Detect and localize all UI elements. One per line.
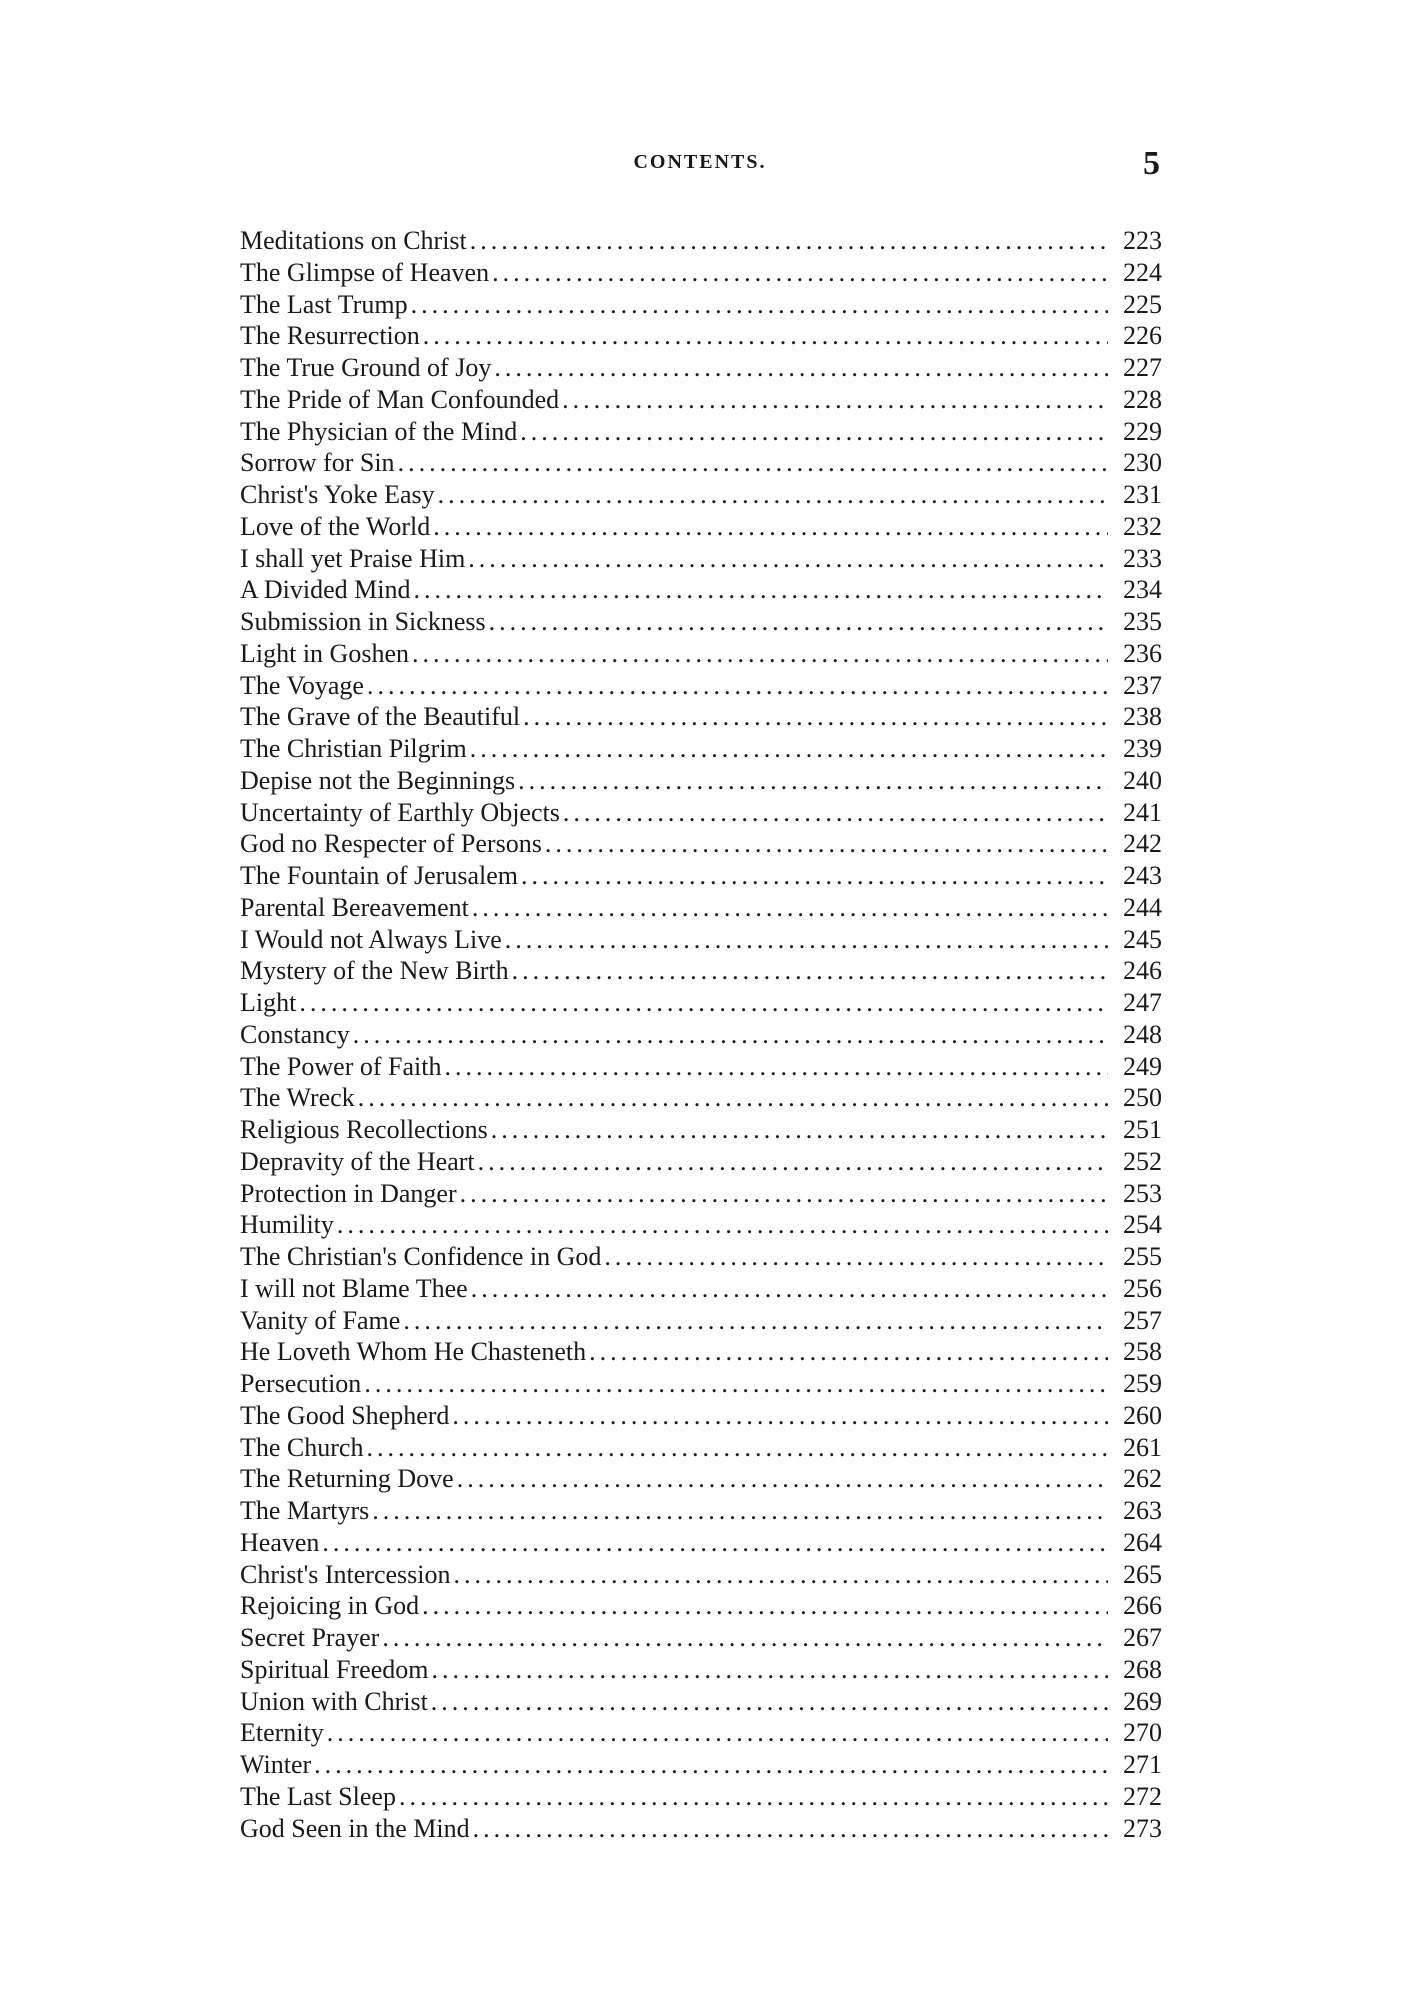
contents-entry — [240, 320, 1162, 352]
entry-title: A Divided Mind — [240, 575, 411, 605]
dot-leader — [299, 987, 1108, 1019]
dot-leader — [438, 479, 1108, 511]
contents-entry — [240, 1749, 1162, 1781]
dot-leader — [433, 511, 1108, 543]
dot-leader — [589, 1336, 1108, 1368]
entry-page-number: 270 — [1123, 1718, 1162, 1748]
dot-leader — [512, 955, 1108, 987]
dot-leader — [473, 1813, 1108, 1845]
contents-list — [240, 225, 1162, 1844]
page-title: CONTENTS. — [633, 151, 767, 173]
contents-entry — [240, 416, 1162, 448]
dot-leader — [353, 1019, 1108, 1051]
contents-entry — [240, 257, 1162, 289]
entry-page-number: 246 — [1123, 956, 1162, 986]
contents-entry — [240, 289, 1162, 321]
entry-title: Depravity of the Heart — [240, 1146, 475, 1176]
entry-title: I Would not Always Live — [240, 924, 502, 954]
dot-leader — [489, 606, 1108, 638]
entry-title: The Returning Dove — [240, 1464, 454, 1494]
entry-title: Union with Christ — [240, 1686, 428, 1716]
contents-entry — [240, 1813, 1162, 1845]
dot-leader — [505, 924, 1108, 956]
contents-entry — [240, 1114, 1162, 1146]
entry-page-number: 233 — [1123, 543, 1162, 573]
entry-page-number: 271 — [1123, 1750, 1162, 1779]
entry-page-number: 235 — [1123, 607, 1162, 636]
entry-page-number: 260 — [1123, 1400, 1162, 1430]
dot-leader — [382, 1622, 1108, 1654]
contents-entry — [240, 892, 1162, 924]
entry-title: I shall yet Praise Him — [240, 543, 466, 573]
dot-leader — [358, 1082, 1108, 1114]
entry-page-number: 254 — [1123, 1210, 1162, 1240]
entry-title: Spiritual Freedom — [240, 1654, 429, 1684]
entry-page-number: 229 — [1123, 416, 1162, 446]
dot-leader — [562, 384, 1108, 416]
entry-title: Rejoicing in God — [240, 1591, 420, 1621]
dot-leader — [337, 1209, 1108, 1241]
contents-entry — [240, 384, 1162, 416]
contents-entry — [240, 987, 1162, 1019]
entry-page-number: 251 — [1123, 1115, 1162, 1144]
dot-leader — [471, 1273, 1108, 1305]
entry-page-number: 244 — [1123, 892, 1162, 922]
contents-entry — [240, 1082, 1162, 1114]
dot-leader — [398, 447, 1108, 479]
contents-entry — [240, 1019, 1162, 1051]
entry-page-number: 257 — [1123, 1305, 1162, 1335]
contents-entry — [240, 1717, 1162, 1749]
entry-page-number: 250 — [1123, 1083, 1162, 1113]
entry-title: Christ's Intercession — [240, 1559, 451, 1589]
contents-entry — [240, 606, 1162, 638]
contents-entry — [240, 1686, 1162, 1718]
contents-entry — [240, 1654, 1162, 1686]
entry-title: Protection in Danger — [240, 1178, 457, 1208]
contents-entry — [240, 1051, 1162, 1083]
contents-entry — [240, 1241, 1162, 1273]
contents-entry — [240, 828, 1162, 860]
contents-entry — [240, 1432, 1162, 1464]
entry-title: Eternity — [240, 1718, 324, 1748]
contents-entry — [240, 955, 1162, 987]
entry-title: The Christian's Confidence in God — [240, 1242, 602, 1271]
contents-entry — [240, 797, 1162, 829]
entry-page-number: 226 — [1123, 321, 1162, 351]
contents-entry — [240, 479, 1162, 511]
entry-page-number: 264 — [1123, 1527, 1162, 1557]
entry-page-number: 224 — [1123, 257, 1162, 287]
entry-title: Submission in Sickness — [240, 607, 486, 636]
contents-entry — [240, 511, 1162, 543]
entry-title: The Grave of the Beautiful — [240, 702, 521, 732]
entry-page-number: 259 — [1123, 1369, 1162, 1398]
dot-leader — [457, 1463, 1108, 1495]
dot-leader — [399, 1781, 1108, 1813]
dot-leader — [411, 289, 1108, 321]
contents-entry — [240, 1209, 1162, 1241]
entry-title: Light in Goshen — [240, 638, 409, 668]
contents-entry — [240, 1463, 1162, 1495]
entry-title: The Physician of the Mind — [240, 416, 518, 446]
contents-entry — [240, 1400, 1162, 1432]
dot-leader — [454, 1559, 1109, 1591]
entry-title: Christ's Yoke Easy — [240, 480, 435, 509]
contents-entry — [240, 1527, 1162, 1559]
contents-entry — [240, 1559, 1162, 1591]
dot-leader — [563, 797, 1108, 829]
entry-page-number: 238 — [1123, 702, 1162, 732]
entry-title: The Good Shepherd — [240, 1400, 450, 1430]
contents-entry — [240, 924, 1162, 956]
entry-title: Depise not the Beginnings — [240, 765, 516, 795]
dot-leader — [494, 352, 1108, 384]
dot-leader — [314, 1749, 1108, 1781]
entry-page-number: 225 — [1123, 289, 1162, 319]
dot-leader — [470, 733, 1108, 765]
dot-leader — [366, 1432, 1108, 1464]
dot-leader — [423, 320, 1108, 352]
entry-title: God Seen in the Mind — [240, 1813, 470, 1843]
contents-entry — [240, 670, 1162, 702]
page-number: 5 — [1143, 145, 1160, 182]
entry-page-number: 243 — [1123, 861, 1162, 890]
entry-page-number: 266 — [1123, 1591, 1162, 1621]
dot-leader — [492, 257, 1108, 289]
contents-entry — [240, 1336, 1162, 1368]
entry-title: The Fountain of Jerusalem — [240, 861, 518, 890]
entry-title: The Last Trump — [240, 289, 408, 319]
dot-leader — [412, 638, 1108, 670]
entry-page-number: 237 — [1123, 670, 1162, 700]
entry-page-number: 262 — [1123, 1464, 1162, 1494]
dot-leader — [470, 225, 1108, 257]
entry-page-number: 252 — [1123, 1146, 1162, 1176]
entry-title: Sorrow for Sin — [240, 448, 395, 478]
entry-page-number: 265 — [1123, 1559, 1162, 1589]
entry-title: The Christian Pilgrim — [240, 734, 467, 763]
contents-entry — [240, 225, 1162, 257]
entry-title: The Resurrection — [240, 321, 420, 351]
entry-title: The Church — [240, 1432, 364, 1462]
dot-leader — [518, 765, 1108, 797]
entry-title: Uncertainty of Earthly Objects — [240, 797, 560, 827]
entry-title: He Loveth Whom He Chasteneth — [240, 1337, 587, 1367]
entry-page-number: 230 — [1123, 448, 1162, 478]
entry-page-number: 269 — [1123, 1686, 1162, 1716]
contents-entry — [240, 1622, 1162, 1654]
entry-page-number: 263 — [1123, 1496, 1162, 1525]
contents-entry — [240, 701, 1162, 733]
dot-leader — [367, 670, 1108, 702]
dot-leader — [545, 828, 1108, 860]
entry-page-number: 228 — [1123, 384, 1162, 414]
dot-leader — [413, 574, 1108, 606]
dot-leader — [520, 416, 1108, 448]
entry-page-number: 245 — [1123, 924, 1162, 954]
entry-title: Winter — [240, 1750, 312, 1779]
entry-title: Heaven — [240, 1527, 320, 1557]
entry-title: Religious Recollections — [240, 1115, 488, 1144]
entry-title: I will not Blame Thee — [240, 1273, 468, 1303]
entry-title: Vanity of Fame — [240, 1305, 401, 1335]
entry-page-number: 242 — [1123, 829, 1162, 859]
entry-page-number: 232 — [1123, 511, 1162, 541]
contents-entry — [240, 1368, 1162, 1400]
dot-leader — [523, 701, 1108, 733]
dot-leader — [604, 1241, 1108, 1273]
entry-page-number: 261 — [1123, 1432, 1162, 1462]
contents-entry — [240, 1273, 1162, 1305]
entry-title: The Wreck — [240, 1083, 355, 1113]
entry-title: Parental Bereavement — [240, 892, 469, 922]
contents-entry — [240, 860, 1162, 892]
entry-page-number: 272 — [1123, 1781, 1162, 1811]
contents-entry — [240, 638, 1162, 670]
contents-entry — [240, 1781, 1162, 1813]
entry-page-number: 223 — [1123, 226, 1162, 255]
dot-leader — [460, 1178, 1108, 1210]
contents-entry — [240, 1146, 1162, 1178]
contents-entry — [240, 1590, 1162, 1622]
entry-title: The Power of Faith — [240, 1051, 442, 1081]
entry-page-number: 273 — [1123, 1813, 1162, 1843]
dot-leader — [403, 1305, 1108, 1337]
entry-page-number: 268 — [1123, 1654, 1162, 1684]
dot-leader — [468, 543, 1108, 575]
entry-title: The Martyrs — [240, 1496, 370, 1525]
entry-title: Humility — [240, 1210, 334, 1240]
entry-page-number: 241 — [1123, 797, 1162, 827]
contents-entry — [240, 765, 1162, 797]
entry-page-number: 255 — [1123, 1242, 1162, 1271]
dot-leader — [322, 1527, 1108, 1559]
contents-entry — [240, 733, 1162, 765]
entry-page-number: 267 — [1123, 1623, 1162, 1652]
dot-leader — [452, 1400, 1108, 1432]
dot-leader — [444, 1051, 1108, 1083]
entry-page-number: 240 — [1123, 765, 1162, 795]
page-header — [240, 145, 1160, 185]
entry-page-number: 249 — [1123, 1051, 1162, 1081]
entry-title: Mystery of the New Birth — [240, 956, 509, 986]
entry-page-number: 247 — [1123, 988, 1162, 1017]
dot-leader — [431, 1654, 1108, 1686]
entry-page-number: 231 — [1123, 480, 1162, 509]
dot-leader — [431, 1686, 1108, 1718]
entry-title: The Voyage — [240, 670, 364, 700]
entry-title: God no Respecter of Persons — [240, 829, 542, 859]
contents-entry — [240, 1495, 1162, 1527]
contents-entry — [240, 543, 1162, 575]
entry-title: The Pride of Man Confounded — [240, 384, 560, 414]
entry-title: Constancy — [240, 1019, 350, 1049]
dot-leader — [491, 1114, 1108, 1146]
entry-title: Secret Prayer — [240, 1623, 380, 1652]
dot-leader — [327, 1717, 1108, 1749]
entry-title: Meditations on Christ — [240, 226, 467, 255]
entry-page-number: 239 — [1123, 734, 1162, 763]
entry-page-number: 253 — [1123, 1178, 1162, 1208]
entry-title: The Glimpse of Heaven — [240, 257, 490, 287]
dot-leader — [372, 1495, 1108, 1527]
entry-page-number: 236 — [1123, 638, 1162, 668]
entry-page-number: 258 — [1123, 1337, 1162, 1367]
contents-entry — [240, 352, 1162, 384]
contents-entry — [240, 574, 1162, 606]
contents-entry — [240, 1305, 1162, 1337]
entry-title: Light — [240, 988, 297, 1017]
entry-title: Love of the World — [240, 511, 431, 541]
dot-leader — [364, 1368, 1108, 1400]
entry-title: Persecution — [240, 1369, 362, 1398]
dot-leader — [478, 1146, 1108, 1178]
dot-leader — [521, 860, 1108, 892]
dot-leader — [472, 892, 1108, 924]
dot-leader — [422, 1590, 1108, 1622]
contents-entry — [240, 447, 1162, 479]
entry-page-number: 256 — [1123, 1273, 1162, 1303]
entry-page-number: 248 — [1123, 1019, 1162, 1049]
entry-page-number: 227 — [1123, 353, 1162, 382]
entry-page-number: 234 — [1123, 575, 1162, 605]
entry-title: The Last Sleep — [240, 1781, 396, 1811]
contents-entry — [240, 1178, 1162, 1210]
entry-title: The True Ground of Joy — [240, 353, 492, 382]
